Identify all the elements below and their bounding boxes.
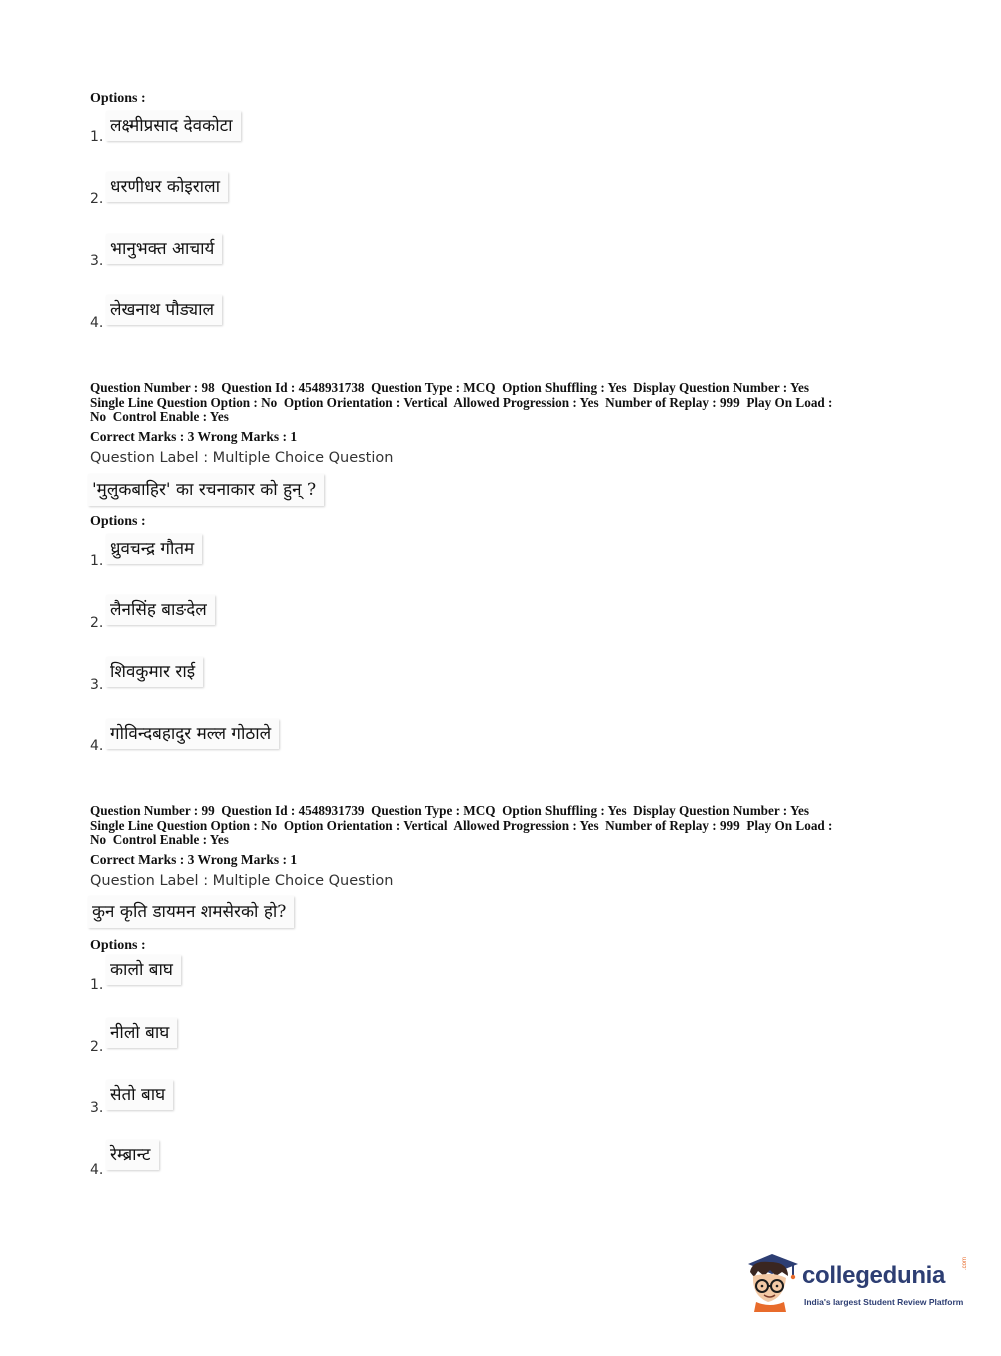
option-2[interactable]: लैनसिंह बाङदेल bbox=[106, 595, 215, 625]
question-text: कुन कृति डायमन शमसेरको हो? bbox=[88, 896, 294, 928]
option-3[interactable]: सेतो बाघ bbox=[106, 1080, 173, 1110]
option-3[interactable]: शिवकुमार राई bbox=[106, 657, 203, 687]
option-2[interactable]: धरणीधर कोइराला bbox=[106, 172, 228, 202]
option-number: 3. bbox=[90, 1100, 104, 1116]
options-label: Options : bbox=[90, 514, 146, 529]
option-number: 4. bbox=[90, 1162, 104, 1178]
option-1[interactable]: कालो बाघ bbox=[106, 955, 181, 985]
option-number: 1. bbox=[90, 553, 104, 569]
collegedunia-logo[interactable] bbox=[742, 1250, 972, 1320]
option-1[interactable]: लक्ष्मीप्रसाद देवकोटा bbox=[106, 111, 241, 141]
option-4[interactable]: लेखनाथ पौड्याल bbox=[106, 295, 222, 325]
option-number: 4. bbox=[90, 738, 104, 754]
question-label: Question Label : Multiple Choice Question bbox=[90, 873, 394, 889]
question-meta: Question Number : 98 Question Id : 4548931738 Question Type : MCQ Option Shuffling : Yes Display Question Number : Yes Single Line Question Option : No Option Orientation : Vertical Allowed Progression : Yes Number of Replay : 999 Play On Load : No Control Enable : Yes bbox=[90, 380, 833, 424]
option-4[interactable]: गोविन्दबहादुर मल्ल गोठाले bbox=[106, 719, 279, 749]
question-label: Question Label : Multiple Choice Question bbox=[90, 450, 394, 466]
option-3[interactable]: भानुभक्त आचार्य bbox=[106, 234, 222, 264]
option-number: 1. bbox=[90, 129, 104, 145]
option-number: 2. bbox=[90, 615, 104, 631]
option-4[interactable]: रेम्ब्रान्ट bbox=[106, 1140, 159, 1170]
option-number: 3. bbox=[90, 253, 104, 269]
question-text: 'मुलुकबाहिर' का रचनाकार को हुन् ? bbox=[88, 474, 324, 506]
option-number: 3. bbox=[90, 677, 104, 693]
student-mascot-icon bbox=[742, 1250, 800, 1312]
option-number: 1. bbox=[90, 977, 104, 993]
options-label: Options : bbox=[90, 938, 146, 953]
option-1[interactable]: ध्रुवचन्द्र गौतम bbox=[106, 534, 202, 564]
question-meta: Question Number : 99 Question Id : 4548931739 Question Type : MCQ Option Shuffling : Yes Display Question Number : Yes Single Line Question Option : No Option Orientation : Vertical Allowed Progression : Yes Number of Replay : 999 Play On Load : No Control Enable : Yes bbox=[90, 803, 833, 847]
logo-domain: .com bbox=[962, 1256, 968, 1270]
option-number: 2. bbox=[90, 191, 104, 207]
logo-wordmark: collegedunia bbox=[802, 1262, 946, 1289]
question-marks: Correct Marks : 3 Wrong Marks : 1 bbox=[90, 429, 298, 444]
option-2[interactable]: नीलो बाघ bbox=[106, 1018, 177, 1048]
question-marks: Correct Marks : 3 Wrong Marks : 1 bbox=[90, 852, 298, 867]
option-number: 2. bbox=[90, 1039, 104, 1055]
option-number: 4. bbox=[90, 315, 104, 331]
options-label: Options : bbox=[90, 91, 146, 106]
logo-tagline: India's largest Student Review Platform bbox=[804, 1297, 964, 1307]
